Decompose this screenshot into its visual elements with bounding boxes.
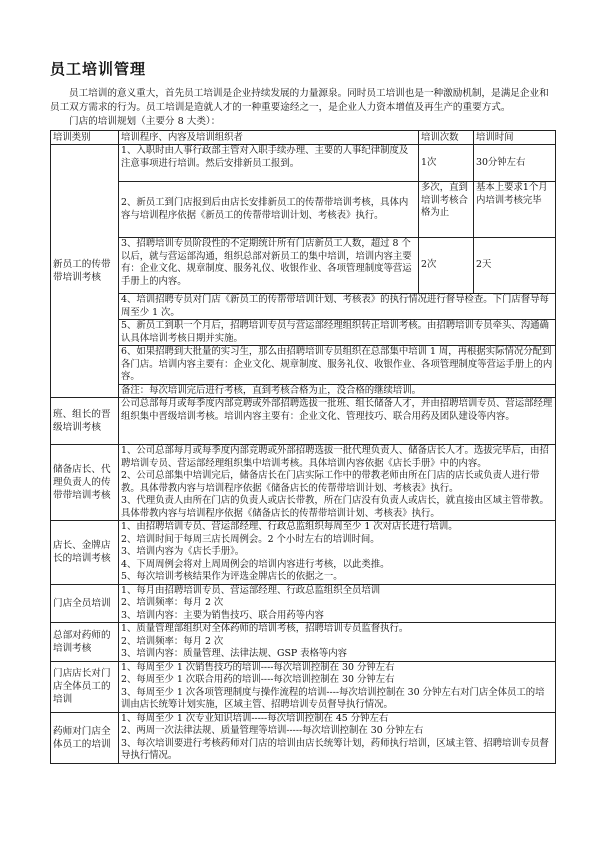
- page-title: 员工培训管理: [50, 60, 147, 78]
- table-header-row: [51, 131, 556, 145]
- table-row: [51, 623, 556, 662]
- category-cell: 店长、金牌店长的培训考核: [51, 521, 119, 585]
- duration-cell: 30分钟左右: [474, 145, 556, 182]
- intro-paragraph: 员工培训的意义重大，首先员工培训是企业持续发展的力量源泉。同时员工培训也是一种激励机制，是满足企业和员工双方需求的行为。员工培训是造就人才的一种重要途经之一，是企业人力资本增值及再生产的重要方式。: [50, 88, 549, 113]
- header-content: 培训程序、内容及培训组织者: [119, 131, 419, 145]
- table-row: [51, 346, 556, 385]
- table-row: [51, 445, 556, 521]
- table-row: [51, 584, 556, 623]
- table-row: [51, 384, 556, 398]
- table-row: [51, 294, 556, 320]
- note-cell: 备注：每次培训完后进行考核，直到考核合格为止，没合格的继续培训。: [119, 384, 556, 398]
- content-cell: 6、如果招聘到大批量的实习生，那么由招聘培训专员组织在总部集中培训 1 周，再根据实际情况分配到各门店。培训内容主要有：企业文化、规章制度、服务礼仪、收银作业、各项管理制度等营运手册上的内容。: [119, 346, 556, 385]
- plan-subheading: 门店的培训规划（主要分 8 大类）：: [69, 116, 221, 127]
- table-row: [51, 661, 556, 712]
- content-cell: 1、由招聘培训专员、营运部经理、行政总监组织每周至少 1 次对店长进行培训。 2、培训时间于每周三店长周例会。2 个小时左右的培训时间。 3、培训内容为《店长手册》。 4、下周周例会将对上周周例会的培训内容进行考核，以此类推。 5、每次培训考核结果作为评选金牌店长的依据之一。: [119, 521, 556, 585]
- content-cell: 公司总部每月或每季度内部竞聘或外部招聘选拔一批班、组长储备人才，并由招聘培训专员、营运部经理组织集中晋级培训考核。培训内容主要有：企业文化、管理技巧、联合用药及团队建设等内容。: [119, 398, 556, 445]
- category-cell: 班、组长的晋级培训考核: [51, 398, 119, 445]
- table-row: [51, 398, 556, 445]
- times-cell: 多次，直到培训考核合格为止: [419, 182, 474, 238]
- table-row: [51, 182, 556, 238]
- table-row: [51, 712, 556, 763]
- content-cell: 1、每周至少 1 次销售技巧的培训----每次培训控制在 30 分钟左右 2、每周至少 1 次联合用药的培训----每次培训控制在 30 分钟左右 3、每周至少 1 次各项管理制度与操作流程的培训----每次培训控制在 30 分钟左右对门店全体员工的培训由店长统筹计划实施，区域主管、招聘培训专员督导执行情况。: [119, 661, 556, 712]
- training-plan-table: [50, 130, 556, 764]
- category-cell: 药师对门店全体员工的培训: [51, 712, 119, 763]
- content-cell: 1、入职时由人事行政部主管对入职手续办理、主要的人事纪律制度及注意事项进行培训。然后安排新员工报到。: [119, 145, 419, 182]
- category-cell: 储备店长、代理负责人的传带带培训考核: [51, 445, 119, 521]
- category-cell: 总部对药师的培训考核: [51, 623, 119, 662]
- table-row: [51, 320, 556, 346]
- category-cell: 门店全员培训: [51, 584, 119, 623]
- table-row: [51, 521, 556, 585]
- header-duration: 培训时间: [474, 131, 556, 145]
- header-category: 培训类别: [51, 131, 119, 145]
- document-page: [50, 58, 555, 764]
- category-cell: 新员工的传带带培训考核: [51, 145, 119, 398]
- header-times: 培训次数: [419, 131, 474, 145]
- content-cell: 2、新员工到门店报到后由店长安排新员工的传帮带培训考核，具体内容与培训程序依据《新员工的传帮带培训计划、考核表》执行。: [119, 182, 419, 238]
- category-cell: 门店店长对门店全体员工的培训: [51, 661, 119, 712]
- table-row: [51, 238, 556, 294]
- times-cell: 1次: [419, 145, 474, 182]
- duration-cell: 2天: [474, 238, 556, 294]
- content-cell: 1、质量管理部组织对全体药师的培训考核，招聘培训专员监督执行。 2、培训频率：每月 2 次 3、培训内容：质量管理、法律法规、GSP 表格等内容: [119, 623, 556, 662]
- table-row: [51, 145, 556, 182]
- content-cell: 4、培训招聘专员对门店《新员工的传帮带培训计划、考核表》的执行情况进行督导检查。下门店督导每周至少 1 次。: [119, 294, 556, 320]
- content-cell: 1、公司总部每月或每季度内部竞聘或外部招聘选拔一批代理负责人、储备店长人才。选拔完毕后，由招聘培训专员、营运部经理组织集中培训考核。具体培训内容依据《店长手册》中的内容。 2、公司总部集中培训完后，储备店长在门店实际工作中的带教老师由所在门店的店长或负责人进行带教。具体带教内容与培训程序依据《储备店长的传帮带培训计划、考核表》执行。 3、代理负责人由所在门店的负责人或店长带教，所在门店没有负责人或店长，就直接由区域主管带教。具体带教内容与培训程序依据《储备店长的传帮带培训计划、考核表》执行。: [119, 445, 556, 521]
- content-cell: 5、新员工到职一个月后，招聘培训专员与营运部经理组织转正培训考核。由招聘培训专员牵头、沟通确认具体培训考核日期并实施。: [119, 320, 556, 346]
- content-cell: 1、每周至少 1 次专业知识培训-----每次培训控制在 45 分钟左右 2、两周一次法律法规、质量管理等培训-----每次培训控制在 30 分钟左右 3、每次培训要进行考核药师对门店的培训由店长统筹计划，药师执行培训，区域主管、招聘培训专员督导执行情况。: [119, 712, 556, 763]
- times-cell: 2次: [419, 238, 474, 294]
- duration-cell: 基本上要求1个月内培训考核完毕: [474, 182, 556, 238]
- content-cell: 1、每月由招聘培训专员、营运部经理、行政总监组织全员培训 2、培训频率：每月 2 次 3、培训内容：主要为销售技巧、联合用药等内容: [119, 584, 556, 623]
- content-cell: 3、招聘培训专员阶段性的不定期统计所有门店新员工人数，超过 8 个以后，就与营运部沟通，组织总部对新员工的集中培训，培训内容主要有：企业文化、规章制度、服务礼仪、收银作业、各项管理制度等营运手册上的内容。: [119, 238, 419, 294]
